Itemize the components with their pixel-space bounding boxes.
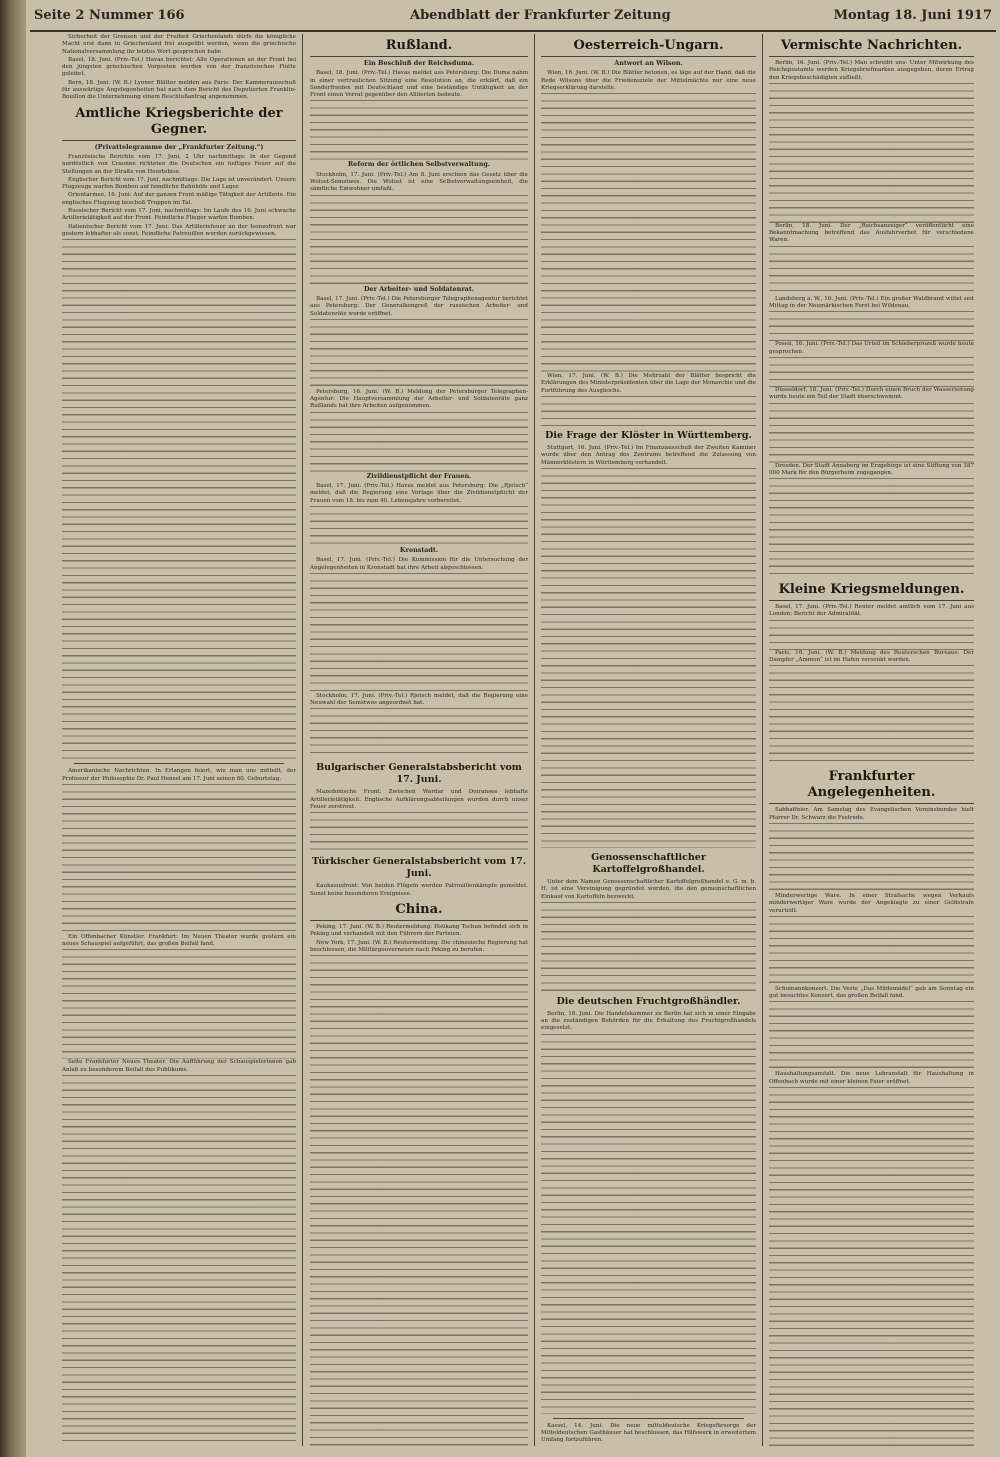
subheading-councils: Der Arbeiter- und Soldatenrat. <box>364 284 474 293</box>
text-block <box>310 319 528 389</box>
book-spine <box>0 0 26 1457</box>
section-divider <box>74 763 284 764</box>
article-concert: Schumannkonzert. Die Veste „Das Mildemädel“ gab am Sonntag ein gut besuchtes Konzert, das großen Beifall fand. <box>769 985 974 1000</box>
text-block <box>769 83 974 223</box>
article-ammon: Paris, 16. Juni. (W. B.) Meldung des Reuterschen Bureaus: Der Dampfer „Ammon“ ist im Hafen versenkt worden. <box>769 649 974 664</box>
article-monasteries: Stuttgart, 16. Juni. (Priv.-Tel.) Im Finanzausschuß der Zweiten Kammer wurde über den Antrag des Zentrums betreffend die Zulassung von Männerklöstern in Württemberg verhandelt. <box>541 445 756 466</box>
text-block <box>62 784 296 934</box>
text-block <box>541 396 756 426</box>
report-russian: Russischer Bericht vom 17. Juni, nachmittags: Im Laufe des 16. Juni schwache Artillerietätigkeit auf der Front. Feindliche Flieger warfen Bomben. <box>62 208 296 222</box>
heading-frankfurt-affairs: Frankfurter Angelegenheiten. <box>769 769 974 804</box>
report-orient: Orientarmee, 16. Juni: Auf der ganzen Front mäßige Tätigkeit der Artillerie. Ein englisches Flugzeug beschoß Truppen im Tal. <box>62 192 296 206</box>
heading-fruit-traders: Die deutschen Fruchtgroßhändler. <box>556 995 741 1007</box>
heading-monasteries: Die Frage der Klöster in Württemberg. <box>545 430 752 442</box>
section-divider <box>553 1418 744 1419</box>
text-block <box>310 573 528 693</box>
article-forest-fire: Landsberg a. W., 16. Juni. (Priv.-Tel.) Ein großer Waldbrand wütet seit Mittag in der Neumärkischen Forst bei Wildenau. <box>769 295 974 310</box>
column-rule-3 <box>762 34 763 1446</box>
text-block <box>769 246 974 296</box>
article-household-school: Haushaltungsanstalt. Die neue Lehranstalt für Haushaltung in Offenbach wurde mit einer kleinen Feier eröffnet. <box>769 1071 974 1085</box>
text-block <box>62 1075 296 1446</box>
article-wilson: Wien, 16. Juni. (W. B.) Die Blätter betonen, es läge auf der Hand, daß die Rede Wilsons über die Friedensziele der Mittelmächte nur eine neue Kriegserklärung darstelle. <box>541 70 756 91</box>
article-admiralty: Basel, 17. Juni. (Priv.-Tel.) Reuter meldet amtlich vom 17. Juni aus London: Bericht der Admiralität. <box>769 604 974 618</box>
heading-potato-trade: Genossenschaftlicher Kartoffelgroßhandel. <box>591 851 706 875</box>
text-block <box>541 93 756 373</box>
text-block <box>769 403 974 463</box>
heading-china: China. <box>310 902 528 921</box>
page-header <box>30 4 996 32</box>
report-italian: Italienischer Bericht vom 17. Juni: Das Artilleriefeuer an der Isonzofront war gestern lebhafter als sonst. Feindliche Patrouillen wurden zurückgewiesen. <box>62 223 296 237</box>
article-fruit: Berlin, 18. Juni. Die Handelskammer zu Berlin hat sich in einer Eingabe an die zuständigen Behörden für die Erhaltung des Fruchtgroßhandels eingesetzt. <box>541 1010 756 1032</box>
article-kronstadt: Basel, 17. Juni. (Priv.-Tel.) Die Kommission für die Untersuchung der Angelegenheiten in Kronstadt hat ihre Arbeit abgeschlossen. <box>310 557 528 571</box>
heading-russia: Rußland. <box>310 38 528 57</box>
subheading-wilson: Antwort an Wilson. <box>614 59 683 67</box>
article-posen: Posen, 16. Juni. (Priv.-Tel.) Das Urteil im Schieberprozeß wurde heute gesprochen. <box>769 341 974 355</box>
article-congress: Basel, 17. Juni. (Priv.-Tel.) Die Petersburger Telegraphenagentur berichtet aus Petersburg: Der Generalkongreß der russischen Arbeiter- und Soldatenräte wurde eröffnet. <box>310 295 528 317</box>
column-rule-2 <box>534 34 535 1446</box>
text-block <box>769 1087 974 1446</box>
article-sabbath: Sabbatfeier. Am Samstag des Evangelischen Vereinsbundes hielt Pfarrer Dr. Schwarz die Festrede. <box>769 807 974 821</box>
heading-small-war-news: Kleine Kriegsmeldungen. <box>769 582 974 601</box>
newspaper-title: Abendblatt der Frankfurter Zeitung <box>410 8 671 23</box>
text-block <box>769 1001 974 1071</box>
article-kassel: Kassel, 14. Juni. Die neue mitteldeutsche Kriegsfürsorge der Mitteldeutschen Gasthäuser hat beschlossen, das Hilfswerk in erweitertem Umfang fortzuführen. <box>541 1422 756 1444</box>
subheading-telegrams: (Privattelegramme der „Frankfurter Zeitung.“) <box>94 142 264 151</box>
article-bern: Bern, 18. Juni. (W. B.) Lyoner Blätter melden aus Paris: Der Kammerausschuß für auswärtige Angelegenheiten hat nach dem Bericht des Deputierten Franklin-Bouillon die Unternehmung einem Beschlußantrag angenommen. <box>62 79 296 101</box>
text-block <box>62 239 296 759</box>
text-block <box>310 195 528 285</box>
article-peking: Peking, 17. Juni. (W. B.) Reutermeldung: Hsükang Tschun befindet sich in Peking und verhandelt mit den Führern der Parteien. <box>310 923 528 938</box>
text-block <box>310 708 528 758</box>
subheading-selfgov: Reform der örtlichen Selbstverwaltung. <box>347 160 491 169</box>
report-english: Englischer Bericht vom 17. Juni, nachmittags: Die Lage ist unverändert. Unsere Flugzeuge warfen Bomben auf feindliche Bahnhöfe und Lager. <box>62 176 296 191</box>
heading-misc-news: Vermischte Nachrichten. <box>769 38 974 57</box>
subheading-kronstadt: Kronstadt. <box>399 545 439 554</box>
article-petersburg: Petersburg, 16. Juni. (W. B.) Meldung der Petersburger Telegraphen-Agentur: Die Hauptversammlung der Arbeiter- und Soldatenräte ganz Rußlands hat ihre Arbeiten aufgenommen. <box>310 388 528 410</box>
column-rule-1 <box>302 34 303 1446</box>
subheading-duma: Ein Beschluß der Reichsduma. <box>363 59 475 67</box>
text-block <box>769 620 974 650</box>
text-block <box>769 665 974 765</box>
article-newyork: New York, 17. Juni. (W. B.) Reutermeldung: Die chinesische Regierung hat beschlossen, die Militärgouverneure nach Peking zu berufen. <box>310 939 528 953</box>
text-block <box>310 412 528 472</box>
article-theater-2: Seite Frankfurter Neues Theater. Die Aufführung der Schauspielerinnen gab Anlaß zu besonderem Beifall des Publikums. <box>62 1059 296 1073</box>
article-theater: Ein Offenbacher Künstler. Frankfurt: Im Neuen Theater wurde gestern ein neues Schauspiel aufgeführt, das großen Beifall fand. <box>62 933 296 948</box>
subheading-women: Zivildienstpflicht der Frauen. <box>366 471 472 480</box>
heading-austria-hungary: Oesterreich-Ungarn. <box>541 38 756 57</box>
heading-war-reports: Amtliche Kriegsberichte der Gegner. <box>62 106 296 141</box>
article-duesseldorf: Düsseldorf, 18. Juni. (Priv.-Tel.) Durch einen Bruch der Wasserleitung wurde heute ein Teil der Stadt überschwemmt. <box>769 386 974 401</box>
text-block <box>541 1034 756 1414</box>
article-reichsanzeiger: Berlin, 18. Juni. Der „Reichsanzeiger“ veröffentlicht eine Bekanntmachung betreffend das Ausfuhrverbot für verschiedene Waren. <box>769 222 974 244</box>
article-wolost: Stockholm, 17. Juni. (Priv.-Tel.) Am 8. Juni erschien das Gesetz über die Wolost-Semstwos. Die Wolost ist eine Selbstverwaltungseinheit, die sämtliche Einwohner umfaßt. <box>310 171 528 193</box>
report-french: Französische Berichte vom 17. Juni, 2 Uhr nachmittags: In der Gegend nordöstlich von Craonne richteten die Deutschen ein heftiges Feuer auf die Stellungen an der Straße von Heurtebise. <box>62 153 296 175</box>
article-dresden: Dresden. Der Stadt Annaberg im Erzgebirge ist eine Stiftung von 187 000 Mark für den Bürgerheim zugegangen. <box>769 462 974 476</box>
text-block <box>62 949 296 1059</box>
article-stockholm: Stockholm, 17. Juni. (Priv.-Tel.) Rjetsch meldet, daß die Regierung eine Neuwahl der Semstwos angeordnet hat. <box>310 692 528 707</box>
article-turkish: Kaukasusfront: Von beiden Flügeln werden Patrouillenkämpfe gemeldet. Sonst keine besonderen Ereignisse. <box>310 883 528 897</box>
page-number: Seite 2 Nummer 166 <box>34 8 185 23</box>
text-block <box>541 468 756 848</box>
article-bulgarian: Mazedonische Front: Zwischen Wardar und Doiransee lebhafte Artillerietätigkeit. Englische Aufklärungsabteilungen wurden durch unser Feuer zerstreut. <box>310 789 528 811</box>
text-block <box>310 506 528 546</box>
column-1 <box>62 34 296 1446</box>
heading-turkish-report: Türkischer Generalstabsbericht vom 17. Juni. <box>311 856 527 880</box>
text-block <box>310 100 528 160</box>
article-greece: Sicherheit der Grenzen und der Freiheit Griechenlands dürfe die königliche Macht erst dann in Griechenland frei ausgeübt werden, wenn die griechische Nationalversammlung ihr letztes Wort gesprochen habe. <box>62 34 296 55</box>
article-war-stamps: Berlin, 16. Juni. (Priv.-Tel.) Man schreibt uns: Unter Mitwirkung des Reichspostamts werden Kriegsbriefmarken ausgegeben, deren Ertrag den Kriegsbeschädigten zufließt. <box>769 60 974 81</box>
text-block <box>769 823 974 893</box>
article-inferior-goods: Minderwertige Ware. In einer Strafsache wegen Verkaufs minderwertiger Ware wurde der Angeklagte zu einer Geldstrafe verurteilt. <box>769 892 974 914</box>
text-block <box>310 812 528 852</box>
heading-bulgarian-report: Bulgarischer Generalstabsbericht vom 17. Juni. <box>316 762 522 786</box>
article-greece-2: Basel, 18. Juni. (Priv.-Tel.) Havas berichtet: Alle Operationen an der Front bei den jüngsten griechischen Vorposten werden von der französischen Flotte geleitet. <box>62 56 296 78</box>
text-block <box>769 916 974 986</box>
text-block <box>769 478 974 578</box>
text-block <box>769 357 974 387</box>
article-women: Basel, 17. Juni. (Priv.-Tel.) Havas meldet aus Petersburg: Die „Rjetsch“ meldet, daß die Regierung eine Vorlage über die Zivildienstpflicht der Frauen vom 18. bis zum 40. Lebensjahre vorbereitet. <box>310 483 528 504</box>
article-potato: Unter dem Namen Genossenschaftlicher Kartoffelgroßhandel e. G. m. b. H. ist eine Vereinigung gegründet worden, die den gemeinschaftlichen Einkauf von Kartoffeln bezweckt. <box>541 878 756 900</box>
issue-date: Montag 18. Juni 1917 <box>833 8 992 23</box>
text-block <box>541 902 756 992</box>
column-2 <box>310 34 528 1446</box>
column-4 <box>769 34 974 1446</box>
column-3 <box>541 34 756 1446</box>
article-duma: Basel, 18. Juni. (Priv.-Tel.) Havas meldet aus Petersburg: Die Duma nahm in einer vertraulichen Sitzung eine Resolution an, die erklärt, daß ein Sonderfrieden mit Deutschland und eine beständige Untätigkeit an der Front einen Verrat gegenüber den Alliierten bedeute. <box>310 70 528 99</box>
article-academic: Amerikanische Nachrichten. In Erlangen feiert, wie man uns mitteilt, der Professor der Philosophie Dr. Paul Hensel am 17. Juni seinen 60. Geburtstag. <box>62 768 296 782</box>
article-vienna: Wien, 17. Juni. (W. B.) Die Mehrzahl der Blätter bespricht die Erklärungen des Ministerpräsidenten über die Lage der Monarchie und die Fortführung des Ausgleichs. <box>541 373 756 394</box>
text-block <box>310 955 528 1446</box>
text-block <box>769 311 974 341</box>
